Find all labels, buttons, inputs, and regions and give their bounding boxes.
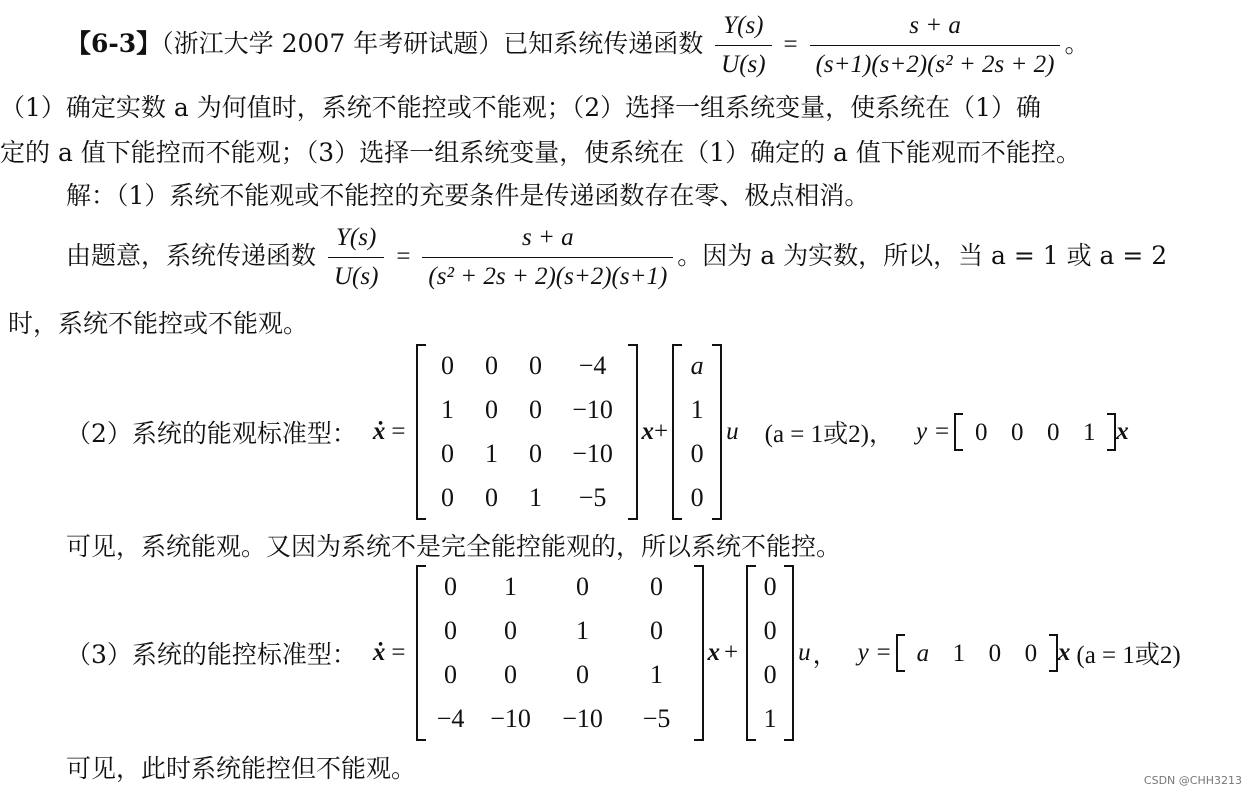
p3-A-cell: 0 [444, 616, 458, 645]
p2-B-cell: 0 [690, 439, 704, 468]
p2-A-cell: 0 [485, 395, 499, 424]
p3-A-cell: −10 [490, 704, 531, 733]
p2-label: （2）系统的能观标准型： [66, 419, 357, 448]
watermark: CSDN @CHH3213 [1143, 774, 1242, 787]
p2-A-cell: 0 [529, 439, 543, 468]
p2-C-cell: 1 [1082, 419, 1096, 446]
p2-A-cell: −5 [578, 483, 607, 512]
p2-A-cell: −10 [572, 439, 613, 468]
p3-B-matrix [746, 565, 794, 741]
p3-y: y = [857, 639, 892, 666]
s2-rhs [422, 222, 673, 293]
p3-B-cell: 0 [763, 616, 777, 645]
p2-C-row [954, 413, 1116, 451]
p2-y: y = [916, 418, 951, 445]
p2-A-matrix [416, 344, 638, 520]
observable-canonical-equation: （2）系统的能观标准型： ẋ = 0 0 0 −4 1 0 0 −10 0 1 0 −10 0 0 1 −5 x + a 1 0 0 u (a = 1或2)， y = 0 0 0 1 x [66, 344, 1129, 520]
p2-B-cell: 0 [690, 483, 704, 512]
p3-A-cell: 0 [504, 660, 518, 689]
p3-A-matrix [416, 565, 704, 741]
question-line-1: （1）确定实数 a 为何值时，系统不能控或不能观；（2）选择一组系统变量，使系统在（1）确 [0, 93, 1042, 122]
p2-cond: (a = 1或2)， [764, 421, 894, 448]
tf-num: s + a [909, 12, 961, 39]
p2-A-cell: 0 [441, 351, 455, 380]
p2-A-cell: −10 [572, 395, 613, 424]
solution-line-2: 由题意，系统传递函数 $\frac{Y(s)}{U(s)}$ = $\frac{s + a}{\text{(s² + 2s + 2)(s+2)(s+1)}}$ 。因为 a 为实数，所以，当 a = 1 或 a = 2 [66, 222, 1167, 293]
tf-den: (s+1)(s+2)(s² + 2s + 2) [810, 45, 1061, 81]
p3-B-cell: 0 [763, 572, 777, 601]
p3-A-cell: 1 [504, 572, 518, 601]
tf-lhs-den: U(s) [715, 45, 771, 81]
s2-suffix: 。因为 a 为实数，所以，当 a = 1 或 a = 2 [677, 241, 1168, 270]
p3-A-cell: 1 [576, 616, 590, 645]
p2-A-cell: 0 [485, 351, 499, 380]
p3-B-cell: 1 [763, 704, 777, 733]
p2-A-cell: 0 [529, 351, 543, 380]
p3-C-cell: 1 [952, 640, 966, 667]
question-line-2: 定的 a 值下能控而不能观；（3）选择一组系统变量，使系统在（1）确定的 a 值下能观而不能控。 [0, 138, 1081, 167]
p3-A-cell: 0 [576, 572, 590, 601]
p2-A-cell: 0 [485, 483, 499, 512]
s2-lhs-den: U(s) [328, 257, 384, 293]
p3-A-cell: 0 [504, 616, 518, 645]
p3-A-cell: 0 [650, 616, 664, 645]
solution-line-3: 时，系统不能控或不能观。 [8, 309, 309, 338]
p3-A-cell: −4 [436, 704, 465, 733]
p2-C-cell: 0 [1046, 419, 1060, 446]
s2-lhs [328, 222, 384, 293]
p2-note: 可见，系统能观。又因为系统不是完全能控能观的，所以系统不能控。 [66, 532, 842, 561]
p2-B-matrix [672, 344, 722, 520]
s2-num: s + a [522, 224, 574, 251]
problem-header: 【6-3】（浙江大学 2007 年考研试题）已知系统传递函数 $\frac{Y(s)}{U(s)}$ = $\frac{s + a}{\text{(s+1)(s+2)(s² + 2s + 2)}}$ 。 [66, 10, 1089, 81]
problem-end: 。 [1064, 29, 1090, 58]
p3-C-cell: a [916, 640, 930, 667]
p3-B-cell: 0 [763, 660, 777, 689]
solution-line-1: 解：（1）系统不能观或不能控的充要条件是传递函数存在零、极点相消。 [66, 181, 870, 210]
tf-lhs-num: Y(s) [723, 12, 764, 39]
p3-A-cell: 0 [576, 660, 590, 689]
p2-C-cell: 0 [974, 419, 988, 446]
p2-A-cell: −4 [578, 351, 607, 380]
p2-A-cell: 1 [485, 439, 499, 468]
p2-B-cell: 1 [690, 395, 704, 424]
p3-note: 可见，此时系统能控但不能观。 [66, 754, 417, 783]
s2-prefix: 由题意，系统传递函数 [66, 241, 317, 270]
p3-C-row [896, 634, 1058, 672]
p3-label: （3）系统的能控标准型： [66, 640, 357, 669]
p3-C-cell: 0 [988, 640, 1002, 667]
p2-A-cell: 1 [529, 483, 543, 512]
p2-A-cell: 0 [441, 439, 455, 468]
p2-C-cell: 0 [1010, 419, 1024, 446]
s2-lhs-num: Y(s) [336, 224, 377, 251]
p3-A-cell: 0 [444, 660, 458, 689]
p2-B-cell: a [690, 351, 704, 380]
controllable-canonical-equation: （3）系统的能控标准型： ẋ = 0 1 0 0 0 0 1 0 0 0 0 1 −4 −10 −10 −5 x + 0 0 0 1 u ， y = a 1 0 0 x (a = 1或2) [66, 565, 1181, 741]
p2-A-cell: 0 [529, 395, 543, 424]
tf-rhs [810, 10, 1061, 81]
problem-tag: 【6-3】 [66, 29, 162, 58]
p3-A-cell: 0 [650, 572, 664, 601]
p3-A-cell: −5 [642, 704, 671, 733]
p2-A-cell: 0 [441, 483, 455, 512]
p3-A-cell: 0 [444, 572, 458, 601]
p2-A-cell: 1 [441, 395, 455, 424]
problem-source: （浙江大学 2007 年考研试题）已知系统传递函数 [161, 29, 704, 58]
s2-den: (s² + 2s + 2)(s+2)(s+1) [422, 257, 673, 293]
p3-cond: (a = 1或2) [1076, 642, 1181, 669]
tf-lhs [715, 10, 771, 81]
p3-C-cell: 0 [1024, 640, 1038, 667]
p3-A-cell: 1 [650, 660, 664, 689]
p3-A-cell: −10 [562, 704, 603, 733]
